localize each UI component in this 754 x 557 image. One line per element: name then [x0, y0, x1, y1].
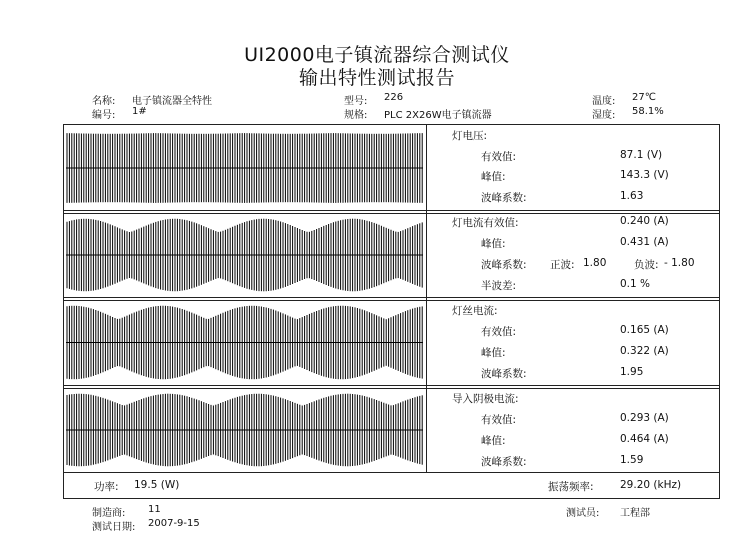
- tester-label: 测试员:: [566, 508, 600, 519]
- filament-rms-value: 0.165 (A): [620, 324, 669, 336]
- name-label: 名称:: [92, 96, 116, 107]
- row-divider-2: [63, 297, 720, 298]
- filament-crest-label: 波峰系数:: [481, 368, 527, 380]
- current-peak-label: 峰值:: [481, 238, 506, 250]
- spec-value: PLC 2X26W电子镇流器: [384, 110, 492, 121]
- column-divider: [426, 124, 427, 472]
- current-half-value: 0.1 %: [620, 278, 651, 290]
- current-pos-label: 正波:: [550, 259, 575, 271]
- voltage-crest-value: 1.63: [620, 190, 644, 202]
- id-value: 1#: [132, 106, 147, 117]
- date-label: 测试日期:: [92, 522, 136, 533]
- lead-waveform: [66, 391, 423, 469]
- maker-label: 制造商:: [92, 508, 126, 519]
- row-divider-3b: [63, 388, 720, 389]
- lead-crest-label: 波峰系数:: [481, 456, 527, 468]
- current-rms-value: 0.240 (A): [620, 215, 669, 227]
- current-pos-value: 1.80: [583, 257, 607, 269]
- spec-label: 规格:: [344, 110, 368, 121]
- report-title-line2: 输出特性测试报告: [298, 67, 455, 89]
- current-peak-value: 0.431 (A): [620, 236, 669, 248]
- report-title-line1: UI2000电子镇流器综合测试仪: [244, 44, 510, 66]
- model-value: 226: [384, 92, 404, 103]
- humidity-label: 湿度:: [592, 110, 616, 121]
- current-neg-label: 负波:: [634, 259, 659, 271]
- lead-peak-label: 峰值:: [481, 435, 506, 447]
- voltage-rms-label: 有效值:: [481, 151, 517, 163]
- voltage-title: 灯电压:: [452, 130, 488, 142]
- maker-value: 11: [148, 504, 161, 515]
- filament-peak-value: 0.322 (A): [620, 345, 669, 357]
- temp-label: 温度:: [592, 96, 616, 107]
- filament-title: 灯丝电流:: [452, 305, 498, 317]
- row-divider-1b: [63, 213, 720, 214]
- lead-crest-value: 1.59: [620, 454, 644, 466]
- current-crest-label: 波峰系数:: [481, 259, 527, 271]
- id-label: 编号:: [92, 110, 116, 121]
- filament-waveform: [66, 303, 423, 382]
- freq-value: 29.20 (kHz): [620, 479, 682, 491]
- filament-crest-value: 1.95: [620, 366, 644, 378]
- row-divider-4: [63, 472, 720, 473]
- tester-value: 工程部: [620, 508, 650, 519]
- row-divider-3: [63, 385, 720, 386]
- humidity-value: 58.1%: [632, 106, 664, 117]
- lead-rms-value: 0.293 (A): [620, 412, 669, 424]
- voltage-peak-value: 143.3 (V): [620, 169, 669, 181]
- lead-title: 导入阴极电流:: [452, 393, 519, 405]
- voltage-rms-value: 87.1 (V): [620, 149, 663, 161]
- voltage-crest-label: 波峰系数:: [481, 192, 527, 204]
- date-value: 2007-9-15: [148, 518, 200, 529]
- freq-label: 振荡频率:: [548, 481, 594, 493]
- name-value: 电子镇流器全特性: [132, 96, 212, 107]
- power-value: 19.5 (W): [134, 479, 180, 491]
- current-waveform: [66, 216, 423, 294]
- model-label: 型号:: [344, 96, 368, 107]
- lead-peak-value: 0.464 (A): [620, 433, 669, 445]
- voltage-waveform: [66, 130, 423, 206]
- voltage-peak-label: 峰值:: [481, 171, 506, 183]
- lead-rms-label: 有效值:: [481, 414, 517, 426]
- row-divider-1: [63, 210, 720, 211]
- row-divider-2b: [63, 300, 720, 301]
- filament-peak-label: 峰值:: [481, 347, 506, 359]
- power-label: 功率:: [94, 481, 119, 493]
- filament-rms-label: 有效值:: [481, 326, 517, 338]
- current-half-label: 半波差:: [481, 280, 517, 292]
- temp-value: 27℃: [632, 92, 656, 103]
- current-neg-value: - 1.80: [664, 257, 695, 269]
- current-title: 灯电流有效值:: [452, 217, 519, 229]
